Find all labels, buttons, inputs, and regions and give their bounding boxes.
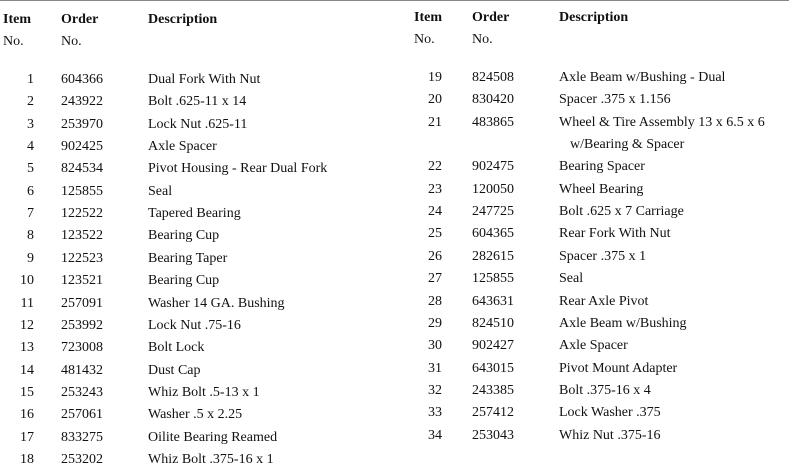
order-no-header-line1: Order [472,10,510,25]
item-number: 25 [428,226,442,242]
part-description: Rear Fork With Nut [559,226,671,242]
order-number: 833275 [61,429,103,445]
part-description: Rear Axle Pivot [559,293,649,309]
order-number: 483865 [472,114,514,130]
item-no-header-line2: No. [414,32,435,47]
item-number: 19 [428,70,442,85]
part-description: Bearing Cup [148,273,220,289]
part-description: Dual Fork With Nut [148,72,261,87]
item-no-header-line1: Item [414,10,442,25]
part-description: Bolt Lock [148,340,205,356]
order-number: 902427 [472,338,514,354]
order-number: 247725 [472,204,514,220]
item-number: 1 [27,72,34,87]
item-number: 31 [428,360,442,376]
item-number: 6 [27,183,34,199]
item-number: 15 [20,384,34,400]
item-number: 11 [20,295,34,311]
order-number: 125855 [472,271,514,287]
part-description: Bolt .625 x 7 Carriage [559,204,684,220]
order-number: 257091 [61,295,103,311]
part-description: Axle Spacer [148,139,217,155]
part-description: Lock Washer .375 [559,405,661,421]
item-number: 13 [20,340,34,356]
order-number: 243922 [61,94,103,110]
part-description: Bearing Spacer [559,159,645,175]
item-number: 16 [20,407,34,423]
part-description: Tapered Bearing [148,206,241,222]
item-number: 30 [428,338,442,354]
item-number: 14 [20,362,34,378]
part-description: Bearing Taper [148,250,228,266]
item-number: 29 [428,315,442,331]
item-number: 20 [428,92,442,108]
order-number: 481432 [61,362,103,378]
part-description: Seal [559,271,584,287]
part-description: Spacer .375 x 1.156 [559,92,671,108]
part-description: Lock Nut .625-11 [148,116,248,132]
order-number: 824534 [61,161,103,177]
item-number: 34 [428,427,442,443]
item-number: 23 [428,181,442,197]
item-number: 21 [428,114,442,130]
item-number: 12 [20,317,34,333]
item-number: 9 [27,250,34,266]
order-number: 120050 [472,181,514,197]
order-number: 824510 [472,315,514,331]
item-number: 22 [428,159,442,175]
item-no-header-line2: No. [3,34,24,49]
item-no-header-line1: Item [3,12,31,27]
order-number: 604366 [61,72,103,87]
order-number: 902425 [61,139,103,155]
order-number: 122522 [61,206,103,222]
part-description: Wheel Bearing [559,181,644,197]
order-no-header-line2: No. [472,32,493,47]
item-number: 33 [428,405,442,421]
order-number: 257412 [472,405,514,421]
item-number: 8 [27,228,34,244]
order-number: 243385 [472,382,514,398]
part-description: Whiz Bolt .375-16 x 1 [148,451,274,467]
order-no-header-line1: Order [61,12,99,27]
part-description: Axle Beam w/Bushing [559,315,687,331]
description-header: Description [559,10,629,25]
item-number: 3 [27,116,34,132]
order-number: 257061 [61,407,103,423]
part-description: Bearing Cup [148,228,220,244]
part-description: Dust Cap [148,362,201,378]
item-number: 4 [27,139,34,155]
item-number: 26 [428,248,442,264]
order-number: 253992 [61,317,103,333]
part-description: Washer .5 x 2.25 [148,407,243,423]
part-description: Wheel & Tire Assembly 13 x 6.5 x 6 [559,114,765,130]
top-rule [0,0,789,1]
item-number: 10 [20,273,34,289]
order-number: 125855 [61,183,103,199]
order-number: 123521 [61,273,103,289]
item-number: 7 [27,206,34,222]
item-number: 32 [428,382,442,398]
order-number: 902475 [472,159,514,175]
order-number: 253970 [61,116,103,132]
part-description: Lock Nut .75-16 [148,317,241,333]
order-no-header-line2: No. [61,34,82,49]
part-description: Whiz Bolt .5-13 x 1 [148,384,260,400]
order-number: 643631 [472,293,514,309]
item-number: 27 [428,271,442,287]
order-number: 253243 [61,384,103,400]
order-number: 253043 [472,427,514,443]
part-description: Axle Beam w/Bushing - Dual [559,70,726,85]
part-description: w/Bearing & Spacer [570,137,685,153]
order-number: 830420 [472,92,514,108]
item-number: 2 [27,94,34,110]
order-number: 123522 [61,228,103,244]
order-number: 824508 [472,70,514,85]
part-description: Spacer .375 x 1 [559,248,647,264]
part-description: Bolt .625-11 x 14 [148,94,247,110]
item-number: 17 [20,429,34,445]
order-number: 604365 [472,226,514,242]
order-number: 643015 [472,360,514,376]
part-description: Oilite Bearing Reamed [148,429,278,445]
order-number: 122523 [61,250,103,266]
part-description: Pivot Mount Adapter [559,360,678,376]
order-number: 723008 [61,340,103,356]
part-description: Bolt .375-16 x 4 [559,382,651,398]
item-number: 28 [428,293,442,309]
part-description: Pivot Housing - Rear Dual Fork [148,161,328,177]
order-number: 253202 [61,451,103,467]
part-description: Axle Spacer [559,338,628,354]
item-number: 18 [20,451,34,467]
part-description: Washer 14 GA. Bushing [148,295,285,311]
part-description: Whiz Nut .375-16 [559,427,661,443]
order-number: 282615 [472,248,514,264]
part-description: Seal [148,183,173,199]
item-number: 24 [428,204,442,220]
description-header: Description [148,12,218,27]
item-number: 5 [27,161,34,177]
